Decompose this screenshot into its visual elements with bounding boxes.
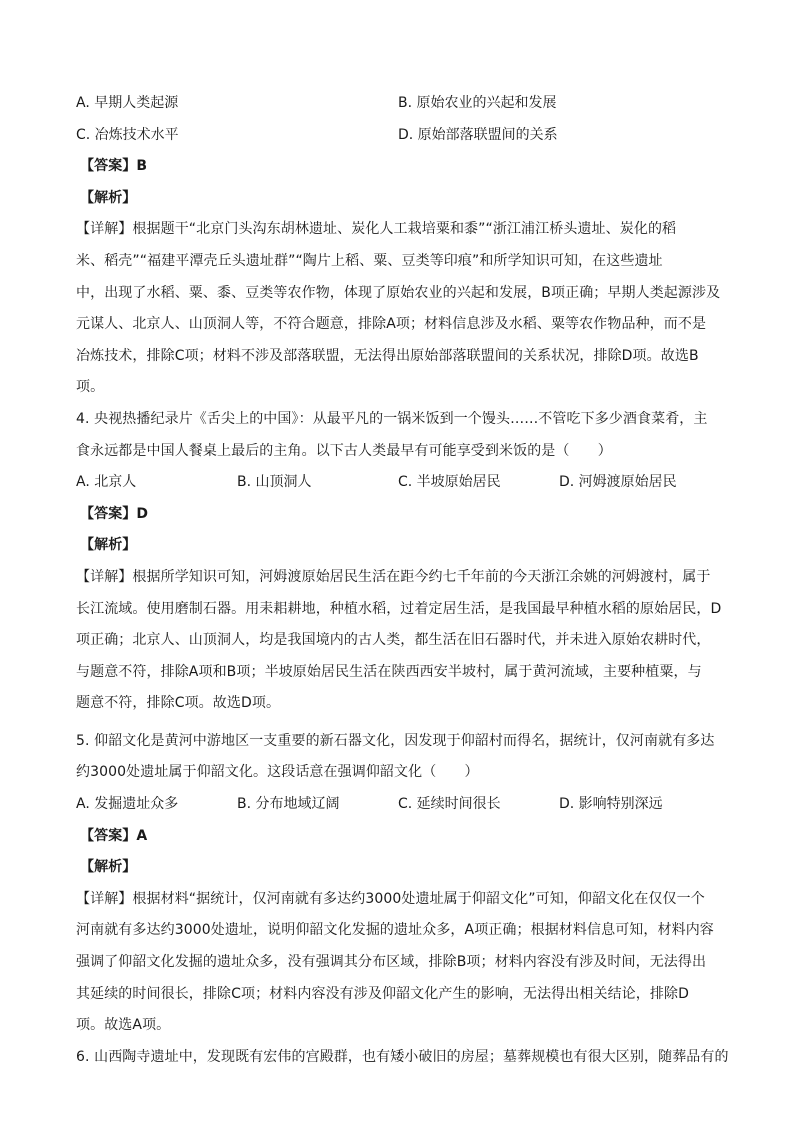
q4-answer: 【答案】D: [80, 505, 149, 522]
q4-detail-line: 题意不符，排除C项。故选D项。: [76, 695, 281, 712]
q4-option-b: B. 山顶洞人: [237, 474, 312, 491]
q5-option-c: C. 延续时间很长: [398, 796, 501, 813]
q4-stem-line: 食永远都是中国人餐桌上最后的主角。以下古人类最早有可能享受到米饭的是（ ）: [76, 442, 612, 459]
q5-detail-line: 【详解】根据材料“据统计，仅河南就有多达约3000处遗址属于仰韶文化”可知，仰韶文化在仅仅一个: [76, 890, 705, 907]
q5-option-d: D. 影响特别深远: [559, 796, 663, 813]
q4-detail-line: 长江流域。使用磨制石器。用耒耜耕地，种植水稻，过着定居生活，是我国最早种植水稻的原始居民，D: [76, 600, 722, 617]
q5-option-a: A. 发掘遗址众多: [76, 796, 179, 813]
q5-analysis-label: 【解析】: [80, 859, 137, 876]
q4-detail-line: 与题意不符，排除A项和B项；半坡原始居民生活在陕西西安半坡村，属于黄河流域，主要种植粟，与: [76, 663, 702, 680]
q5-detail-line: 河南就有多达约3000处遗址，说明仰韶文化发掘的遗址众多，A项正确；根据材料信息可知，材料内容: [76, 922, 714, 939]
q3-detail-line: 米、稻壳”“福建平潭壳丘头遗址群”“陶片上稻、粟、豆类等印痕”和所学知识可知，在这些遗址: [76, 252, 663, 269]
q5-stem-line: 约3000处遗址属于仰韶文化。这段话意在强调仰韶文化（ ）: [76, 764, 479, 781]
q3-options-row-2: [76, 120, 721, 152]
q3-detail-line: 冶炼技术，排除C项；材料不涉及部落联盟，无法得出原始部落联盟间的关系状况，排除D项。故选B: [76, 347, 699, 364]
q5-detail-line: 项。故选A项。: [76, 1017, 171, 1034]
q3-answer: 【答案】B: [80, 158, 148, 175]
document-page: [76, 88, 729, 1073]
q4-options-row: [76, 467, 721, 499]
q4-option-c: C. 半坡原始居民: [398, 474, 501, 491]
q4-option-d: D. 河姆渡原始居民: [559, 474, 677, 491]
q5-option-b: B. 分布地域辽阔: [237, 796, 340, 813]
q4-detail-line: 【详解】根据所学知识可知，河姆渡原始居民生活在距今约七千年前的今天浙江余姚的河姆渡村，属于: [76, 568, 711, 585]
q3-detail-line: 【详解】根据题干“北京门头沟东胡林遗址、炭化人工栽培粟和黍”“浙江浦江桥头遗址、炭化的稻: [76, 221, 677, 238]
q5-detail-line: 其延续的时间很长，排除C项；材料内容没有涉及仰韶文化产生的影响，无法得出相关结论，排除D: [76, 985, 689, 1002]
q4-stem-line: 4. 央视热播纪录片《舌尖上的中国》：从最平凡的一锅米饭到一个馒头……不管吃下多少酒食菜肴，主: [76, 410, 708, 427]
q3-detail-line: 中，出现了水稻、粟、黍、豆类等农作物，体现了原始农业的兴起和发展，B项正确；早期人类起源涉及: [76, 284, 721, 301]
q6-stem-line: 6. 山西陶寺遗址中，发现既有宏伟的宫殿群，也有矮小破旧的房屋；墓葬规模也有很大区别，随葬品有的: [76, 1048, 729, 1065]
q5-stem-line: 5. 仰韶文化是黄河中游地区一支重要的新石器文化，因发现于仰韶村而得名，据统计，仅河南就有多达: [76, 732, 715, 749]
q3-options-row-1: [76, 88, 721, 120]
q3-option-c: C. 冶炼技术水平: [76, 126, 179, 143]
q3-detail-line: 元谋人、北京人、山顶洞人等，不符合题意，排除A项；材料信息涉及水稻、粟等农作物品种，而不是: [76, 316, 707, 333]
q5-detail-line: 强调了仰韶文化发掘的遗址众多，没有强调其分布区域，排除B项；材料内容没有涉及时间，无法得出: [76, 954, 707, 971]
q4-detail-line: 项正确；北京人、山顶洞人，均是我国境内的古人类，都生活在旧石器时代，并未进入原始农耕时代，: [76, 632, 711, 649]
q3-option-d: D. 原始部落联盟间的关系: [398, 126, 558, 143]
q3-option-a: A. 早期人类起源: [76, 95, 179, 111]
q4-option-a: A. 北京人: [76, 474, 137, 491]
q4-analysis-label: 【解析】: [80, 537, 137, 554]
q5-options-row: [76, 789, 721, 821]
q5-answer: 【答案】A: [80, 827, 148, 844]
q3-detail-line: 项。: [76, 379, 105, 396]
q3-option-b: B. 原始农业的兴起和发展: [398, 95, 557, 111]
q3-analysis-label: 【解析】: [80, 189, 137, 206]
